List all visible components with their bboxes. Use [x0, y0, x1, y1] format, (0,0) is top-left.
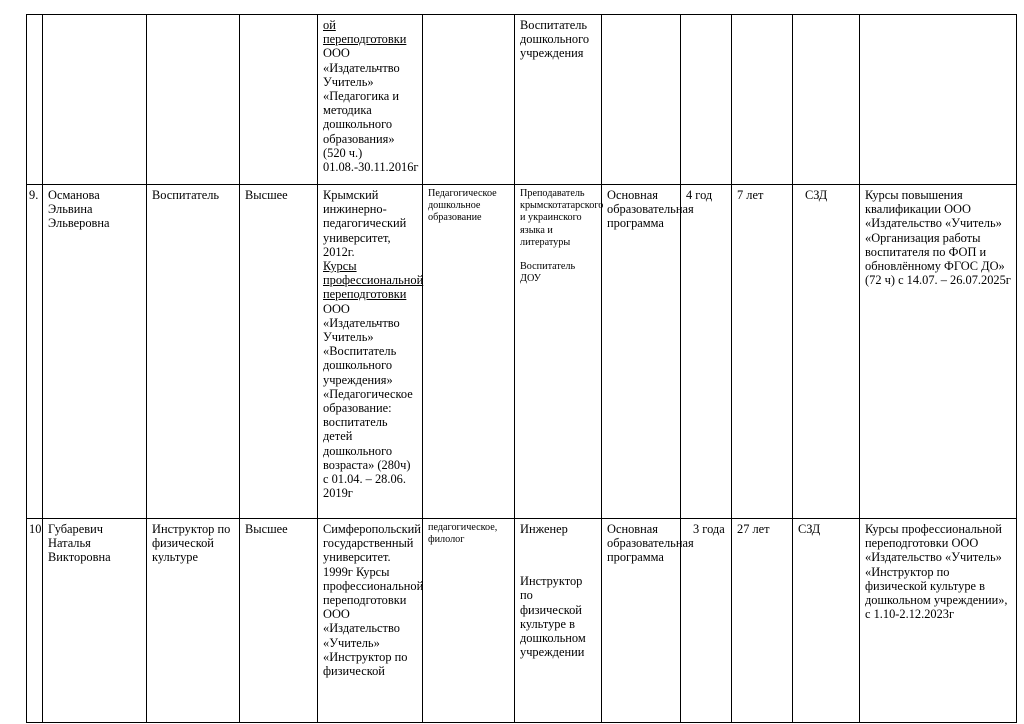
category: СЗД	[793, 185, 860, 519]
table-row	[27, 185, 1017, 519]
position	[147, 15, 240, 185]
experience-specialty: 3 года	[681, 519, 732, 723]
training: Курсы профессиональной переподготовки ООО «Издательство «Учитель» «Инструктор по физической культуре в дошкольном учреждении», с 1.10-2.12.2023г	[860, 519, 1017, 723]
table-row	[27, 519, 1017, 723]
institution-cell	[318, 185, 423, 519]
experience-total: 27 лет	[732, 519, 793, 723]
qualification-item: Инструктор по физической культуре в дошкольном учреждении	[520, 574, 586, 660]
row-number	[27, 15, 43, 185]
full-name: Османова Эльвина Эльверовна	[43, 185, 147, 519]
courses-heading: ой переподготовки	[323, 18, 407, 47]
institution-text: Симферопольский государственный университет. 1999г Курсы профессиональной переподготовки ООО «Издательство «Учитель» «Инструктор по физической	[323, 522, 424, 679]
institution-cell	[318, 519, 423, 723]
position: Инструктор по физической культуре	[147, 519, 240, 723]
education-level	[240, 15, 318, 185]
staff-table-wrapper	[26, 14, 1017, 723]
experience-specialty	[681, 15, 732, 185]
qualification-cell	[515, 519, 602, 723]
qualification-cell	[515, 185, 602, 519]
staff-table	[26, 14, 1017, 723]
category: СЗД	[793, 519, 860, 723]
qualification-item: Преподаватель крымскотатарского и украинского языка и литературы	[520, 188, 604, 248]
program: Основная образовательная программа	[602, 519, 681, 723]
education-level: Высшее	[240, 185, 318, 519]
spacer	[520, 249, 596, 261]
institution-details: ООО «Издательчтво Учитель» «Воспитатель дошкольного учреждения» «Педагогическое образование: воспитатель детей дошкольного возраста» (280ч) с 01.04. – 28.06. 2019г	[323, 301, 413, 501]
spacer	[520, 536, 596, 574]
qualification-item: Воспитатель дошкольного учреждения	[520, 18, 590, 61]
full-name	[43, 15, 147, 185]
position: Воспитатель	[147, 185, 240, 519]
specialty	[423, 15, 515, 185]
qualification-item: Воспитатель ДОУ	[520, 261, 576, 285]
qualification-item: Инженер	[520, 522, 568, 536]
program: Основная образовательная программа	[602, 185, 681, 519]
institution-cell	[318, 15, 423, 185]
training	[860, 15, 1017, 185]
training: Курсы повышения квалификации ООО «Издательство «Учитель» «Организация работы воспитателя по ФОП и обновлённому ФГОС ДО» (72 ч) с 14.07. – 26.07.2025г	[860, 185, 1017, 519]
experience-specialty: 4 год	[681, 185, 732, 519]
institution-text: Крымский инжинерно-педагогический университет, 2012г.	[323, 188, 407, 259]
experience-total: 7 лет	[732, 185, 793, 519]
qualification-cell	[515, 15, 602, 185]
specialty: Педагогическое дошкольное образование	[423, 185, 515, 519]
education-level: Высшее	[240, 519, 318, 723]
courses-heading: Курсы профессиональной переподготовки	[323, 259, 424, 302]
institution-details: ООО «Издательчтво Учитель» «Педагогика и методика дошкольного образования» (520 ч.) 01.08.-30.11.2016г	[323, 46, 419, 175]
category	[793, 15, 860, 185]
program	[602, 15, 681, 185]
specialty: педагогическое, филолог	[423, 519, 515, 723]
table-row	[27, 15, 1017, 185]
row-number: 10	[27, 519, 43, 723]
row-number: 9.	[27, 185, 43, 519]
experience-total	[732, 15, 793, 185]
full-name: Губаревич Наталья Викторовна	[43, 519, 147, 723]
